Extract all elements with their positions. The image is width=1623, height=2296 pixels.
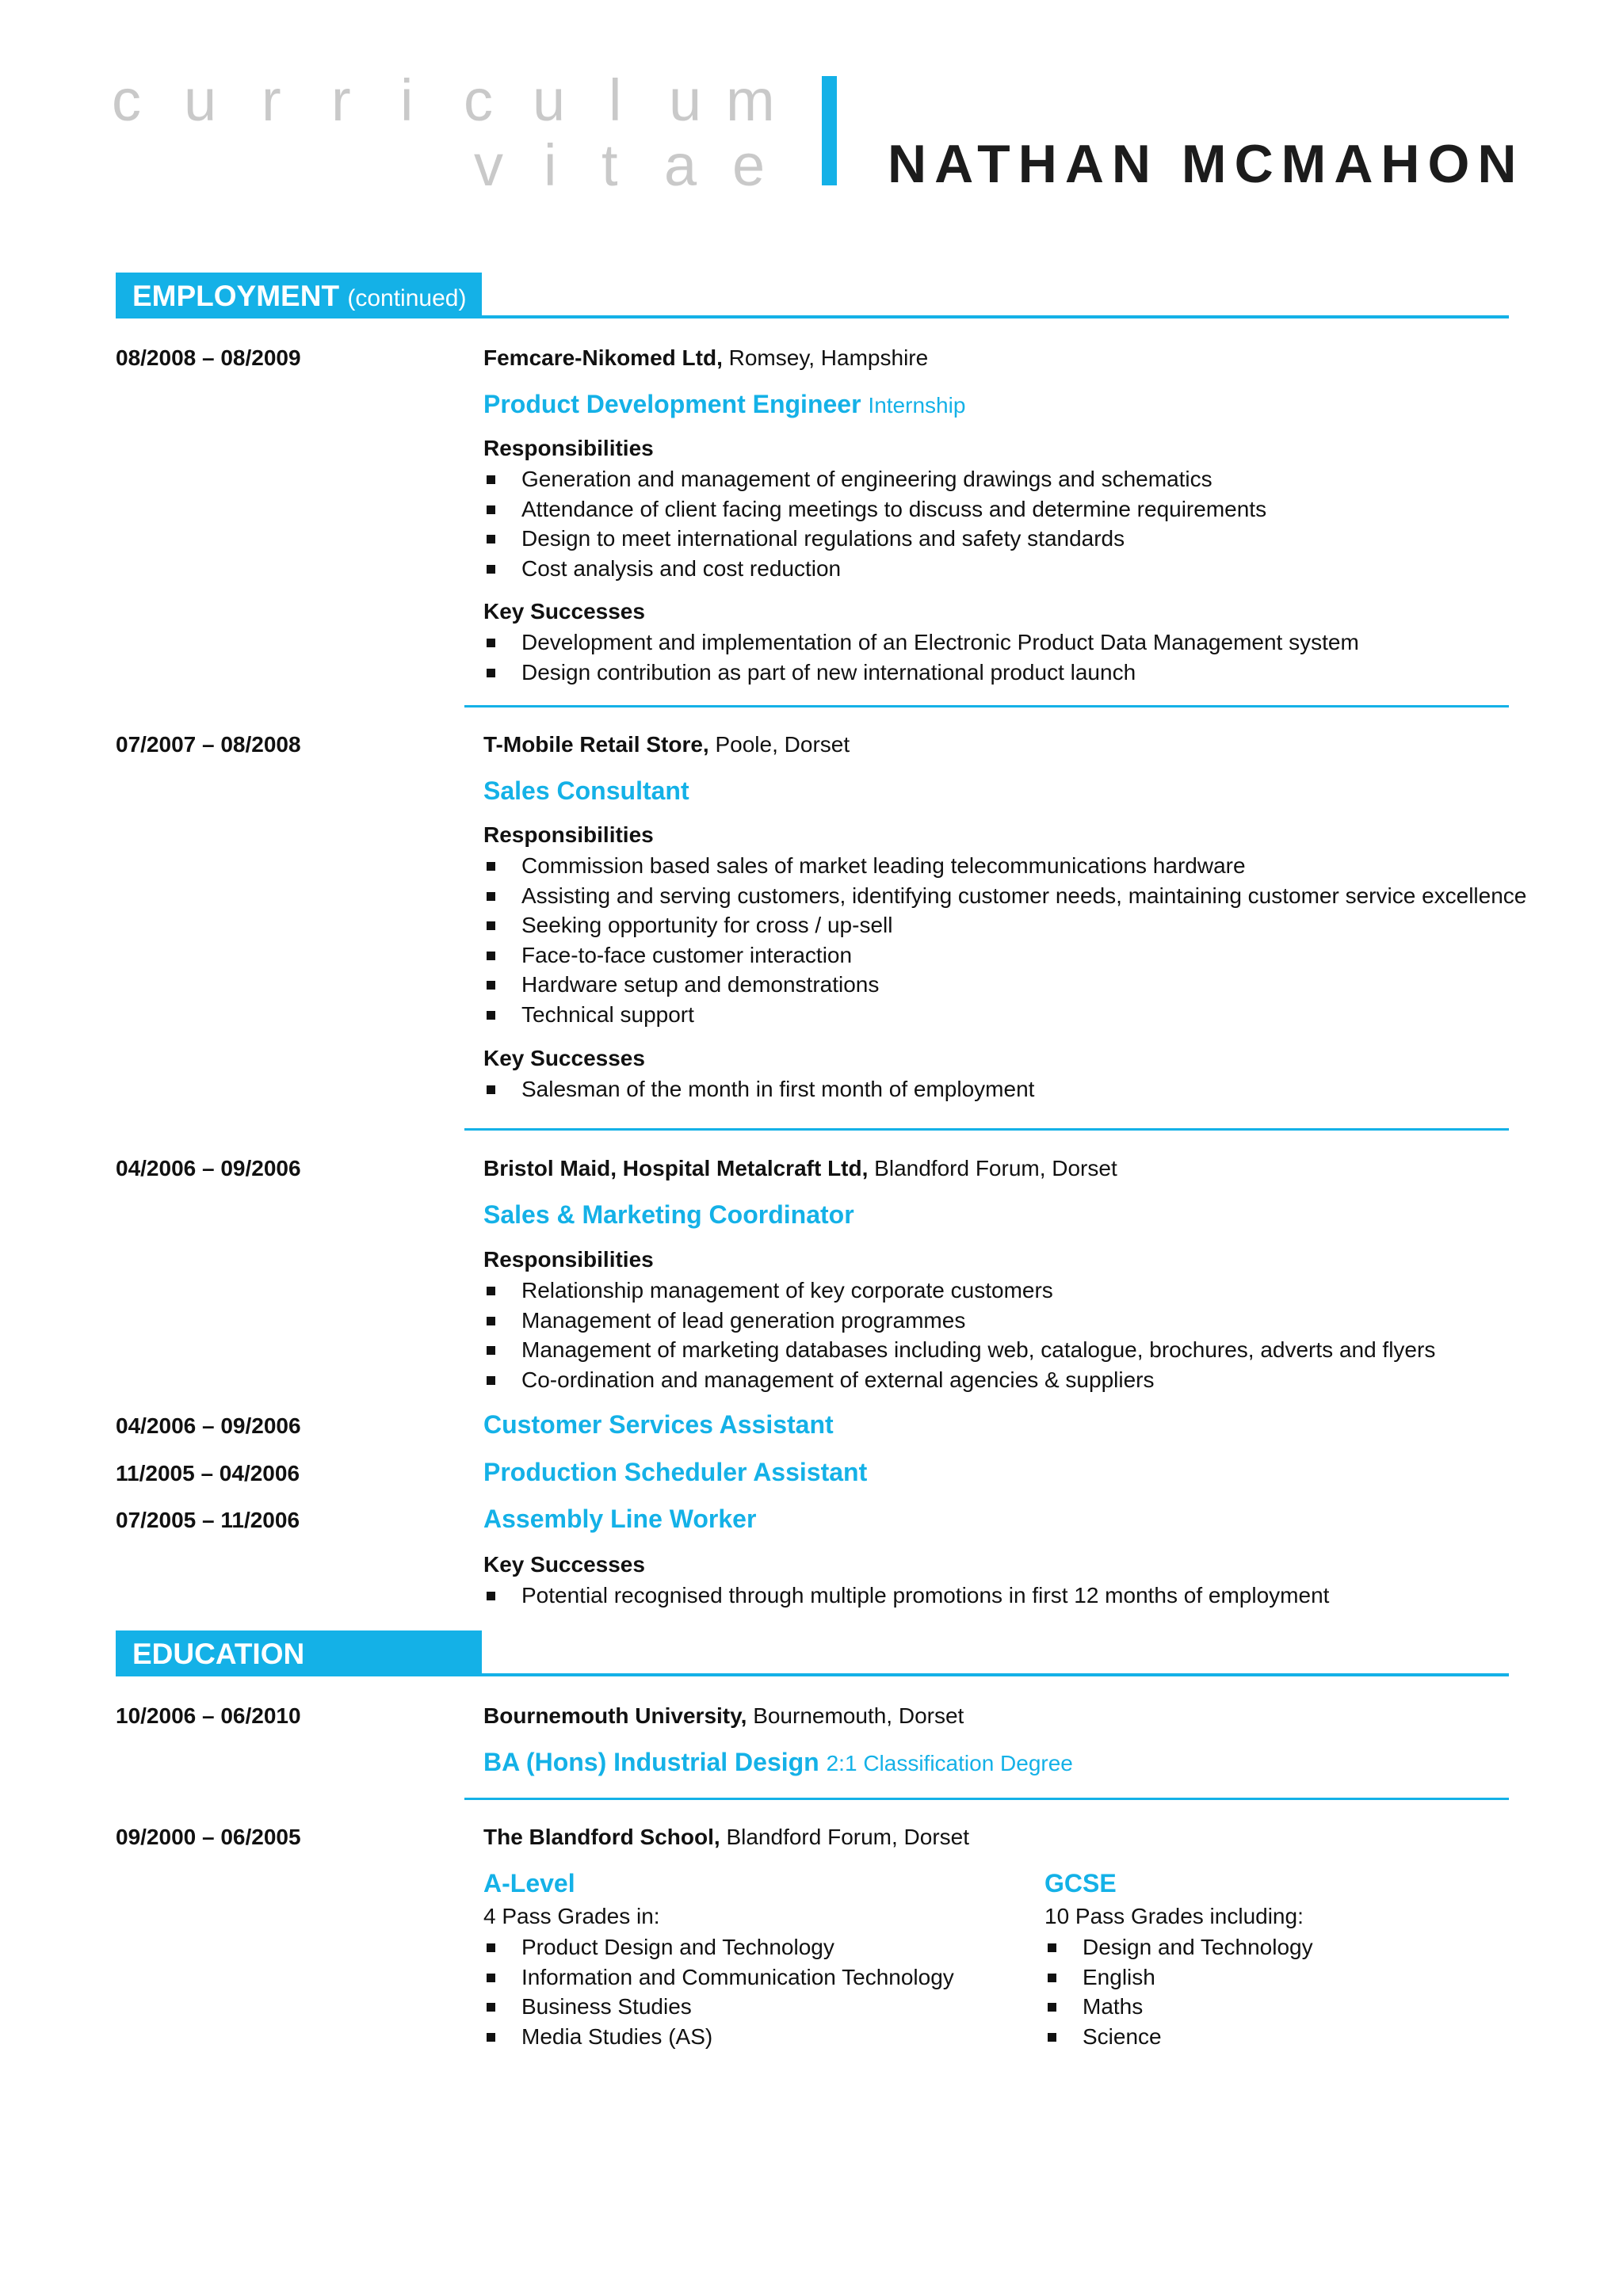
list-item: Development and implementation of an Electronic Product Data Management system [483,627,1359,658]
cv-letter: t [601,132,618,198]
alevel-title: A-Level [483,1869,575,1897]
key-successes-heading: Key Successes [483,599,645,624]
education-section-tab [116,1630,482,1676]
qualification-title: BA (Hons) Industrial Design [483,1748,819,1776]
responsibilities-heading: Responsibilities [483,436,654,460]
company-name: Bristol Maid, Hospital Metalcraft Ltd, [483,1156,869,1180]
list-item: Product Design and Technology [483,1932,954,1962]
education-title: EDUCATION [132,1638,305,1670]
school-location: Blandford Forum, Dorset [726,1825,970,1849]
employment-section-tab [116,273,482,318]
cv-title-line1 [0,67,792,138]
key-successes-heading: Key Successes [483,1046,645,1070]
cv-letter: e [732,132,766,198]
job-dates: 04/2006 – 09/2006 [116,1413,301,1438]
cv-letter: c [464,67,493,133]
cv-title-line2 [0,132,792,203]
company-name: Femcare-Nikomed Ltd, [483,345,723,370]
list-item: Seeking opportunity for cross / up-sell [483,910,1526,940]
list-item: Face-to-face customer interaction [483,940,1526,971]
job-dates: 07/2007 – 08/2008 [116,732,301,757]
role-note: Internship [868,393,966,418]
job-company [483,1156,1117,1181]
responsibilities-list [483,1276,1435,1394]
education-school [483,1703,964,1729]
role-title: Sales & Marketing Coordinator [483,1200,854,1229]
list-item: Science [1044,2022,1313,2052]
list-item: Attendance of client facing meetings to discuss and determine requirements [483,494,1266,524]
header-accent-bar [822,76,837,185]
list-item: Management of lead generation programmes [483,1306,1435,1336]
list-item: Assisting and serving customers, identifying customer needs, maintaining customer service excellence [483,881,1526,911]
job-dates: 07/2005 – 11/2006 [116,1508,300,1532]
job-role [483,776,689,806]
cv-letter: r [331,67,351,133]
job-role: Assembly Line Worker [483,1505,757,1533]
job-separator [464,705,1509,707]
job-role [483,1200,854,1230]
key-successes-list [483,627,1359,687]
education-separator [464,1798,1509,1800]
list-item: Design to meet international regulations and safety standards [483,524,1266,554]
list-item: Hardware setup and demonstrations [483,970,1526,1000]
company-location: Romsey, Hampshire [728,345,929,370]
candidate-name: NATHAN MCMAHON [888,134,1525,194]
company-name: T-Mobile Retail Store, [483,732,709,757]
list-item: English [1044,1962,1313,1993]
job-role: Production Scheduler Assistant [483,1458,868,1486]
cv-letter: i [400,67,414,133]
cv-letter: c [112,67,141,133]
employment-title: EMPLOYMENT [132,280,340,312]
company-location: Poole, Dorset [715,732,850,757]
alevel-subjects [483,1932,954,2051]
list-item: Commission based sales of market leading telecommunications hardware [483,851,1526,881]
cv-letter: u [669,67,702,133]
job-dates: 11/2005 – 04/2006 [116,1461,300,1486]
qualification [483,1748,1073,1777]
responsibilities-heading: Responsibilities [483,822,654,847]
list-item: Media Studies (AS) [483,2022,954,2052]
key-successes-list [483,1074,1034,1104]
education-school [483,1825,969,1850]
list-item: Maths [1044,1992,1313,2022]
education-dates: 09/2000 – 06/2005 [116,1825,301,1849]
job-company [483,345,928,371]
gcse-intro: 10 Pass Grades including: [1044,1904,1304,1928]
role-title: Sales Consultant [483,776,689,805]
job-dates: 08/2008 – 08/2009 [116,345,301,370]
job-company [483,732,850,757]
cv-letter: u [533,67,566,133]
role-title: Product Development Engineer [483,390,861,418]
list-item: Business Studies [483,1992,954,2022]
key-successes-heading: Key Successes [483,1552,645,1577]
cv-letter: v [474,132,503,198]
responsibilities-list [483,851,1526,1029]
cv-letter: m [726,67,775,133]
list-item: Potential recognised through multiple promotions in first 12 months of employment [483,1581,1329,1611]
list-item: Information and Communication Technology [483,1962,954,1993]
list-item: Technical support [483,1000,1526,1030]
list-item: Relationship management of key corporate customers [483,1276,1435,1306]
company-location: Blandford Forum, Dorset [874,1156,1117,1180]
job-dates: 04/2006 – 09/2006 [116,1156,301,1180]
job-role [483,390,965,419]
responsibilities-list [483,464,1266,583]
education-rule [482,1673,1509,1676]
gcse-subjects [1044,1932,1313,2051]
list-item: Co-ordination and management of external agencies & suppliers [483,1365,1435,1395]
key-successes-list [483,1581,1329,1611]
list-item: Cost analysis and cost reduction [483,554,1266,584]
employment-title-suffix: (continued) [347,285,467,311]
responsibilities-heading: Responsibilities [483,1247,654,1272]
list-item: Design and Technology [1044,1932,1313,1962]
school-location: Bournemouth, Dorset [753,1703,964,1728]
cv-letter: u [184,67,217,133]
gcse-title: GCSE [1044,1869,1117,1897]
school-name: Bournemouth University, [483,1703,747,1728]
qualification-note: 2:1 Classification Degree [826,1751,1073,1775]
list-item: Management of marketing databases including web, catalogue, brochures, adverts and flyers [483,1335,1435,1365]
school-name: The Blandford School, [483,1825,720,1849]
list-item: Generation and management of engineering drawings and schematics [483,464,1266,494]
job-separator [464,1128,1509,1131]
list-item: Salesman of the month in first month of employment [483,1074,1034,1104]
cv-letter: r [262,67,281,133]
cv-letter: l [609,67,622,133]
cv-letter: i [544,132,557,198]
job-role: Customer Services Assistant [483,1410,834,1439]
employment-rule [482,315,1509,318]
education-dates: 10/2006 – 06/2010 [116,1703,301,1728]
alevel-intro: 4 Pass Grades in: [483,1904,660,1928]
list-item: Design contribution as part of new international product launch [483,658,1359,688]
cv-letter: a [664,132,697,198]
